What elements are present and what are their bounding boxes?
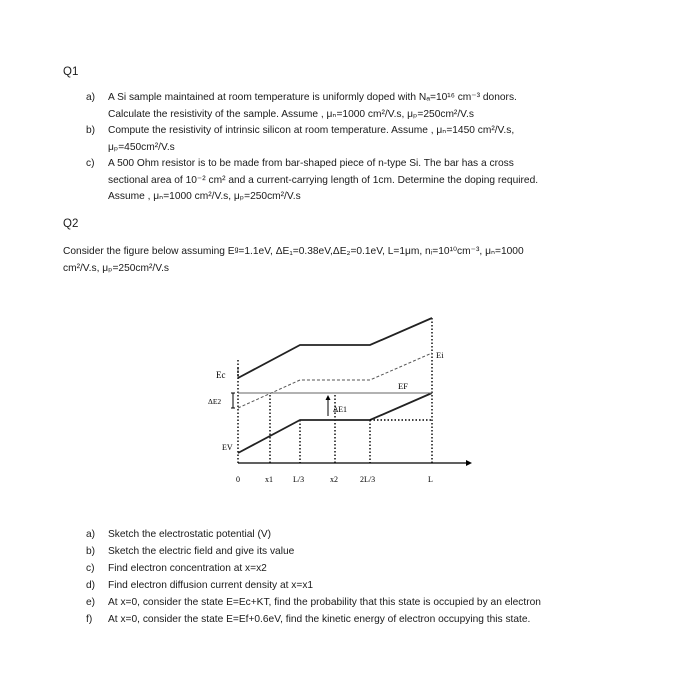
item-text-line: Calculate the resistivity of the sample. Assume , μₙ=1000 cm²/V.s, μₚ=250cm²/V.s bbox=[108, 108, 474, 120]
tick-0: 0 bbox=[236, 475, 240, 484]
q2-intro bbox=[63, 244, 663, 277]
item-text-line: μₚ=450cm²/V.s bbox=[108, 141, 175, 153]
q2-title: Q2 bbox=[63, 218, 79, 230]
item-text-line: sectional area of 10⁻² cm² and a current-carrying length of 1cm. Determine the doping required. bbox=[108, 174, 539, 186]
item-label: c) bbox=[86, 158, 95, 169]
item-label: d) bbox=[86, 580, 96, 591]
item-text-line: Assume , μₙ=1000 cm²/V.s, μₚ=250cm²/V.s bbox=[108, 191, 301, 202]
item-text: At x=0, consider the state E=Ec+KT, find the probability that this state is occupied by an electron bbox=[108, 597, 541, 608]
item-text-line: A Si sample maintained at room temperature is uniformly doped with Nₐ=10¹⁶ cm⁻³ donors. bbox=[108, 92, 517, 103]
item-label: c) bbox=[86, 563, 95, 574]
item-text-line: A 500 Ohm resistor is to be made from bar-shaped piece of n-type Si. The bar has a cross bbox=[108, 158, 514, 169]
q1-item-c bbox=[86, 156, 646, 206]
tick-2l3: 2L/3 bbox=[360, 475, 376, 484]
q2-item-e bbox=[86, 595, 666, 612]
item-label: a) bbox=[86, 92, 96, 103]
item-label: b) bbox=[86, 125, 96, 136]
conduction-band-ec bbox=[238, 318, 432, 378]
item-text: Sketch the electrostatic potential (V) bbox=[108, 529, 272, 540]
q2-item-a bbox=[86, 527, 666, 544]
intro-line: cm²/V.s, μₚ=250cm²/V.s bbox=[63, 262, 170, 274]
label-ei: Ei bbox=[436, 350, 444, 360]
item-label: e) bbox=[86, 597, 96, 608]
x-axis-arrow bbox=[466, 460, 472, 466]
item-label: a) bbox=[86, 529, 96, 540]
item-text: At x=0, consider the state E=Ef+0.6eV, find the kinetic energy of electron occupying this state. bbox=[108, 614, 531, 625]
label-ev: EV bbox=[222, 443, 233, 452]
q1-item-a bbox=[86, 90, 646, 124]
tick-x2: x2 bbox=[330, 475, 338, 484]
item-label: b) bbox=[86, 546, 96, 557]
label-de2: ΔE2 bbox=[208, 397, 222, 406]
q2-item-f bbox=[86, 612, 666, 629]
q1-title: Q1 bbox=[63, 66, 79, 78]
item-text: Sketch the electric field and give its value bbox=[108, 546, 295, 557]
q2-item-c bbox=[86, 561, 666, 578]
tick-x1: x1 bbox=[265, 475, 273, 484]
label-ec: Ec bbox=[216, 370, 226, 380]
q1-item-b bbox=[86, 123, 646, 157]
label-ef: EF bbox=[398, 381, 408, 391]
item-text: Find electron concentration at x=x2 bbox=[108, 563, 267, 574]
tick-l: L bbox=[428, 475, 433, 484]
item-label: f) bbox=[86, 614, 93, 625]
item-text-line: Compute the resistivity of intrinsic silicon at room temperature. Assume , μₙ=1450 cm²/V.s, bbox=[108, 125, 515, 136]
tick-l3: L/3 bbox=[293, 475, 305, 484]
q2-item-d bbox=[86, 578, 666, 595]
label-de1: ΔE1 bbox=[333, 405, 348, 414]
band-diagram bbox=[195, 310, 480, 495]
q2-item-b bbox=[86, 544, 666, 561]
intro-line: Consider the figure below assuming Eᵍ=1.1eV, ΔE₁=0.38eV,ΔE₂=0.1eV, L=1μm, nᵢ=10¹⁰cm⁻³, μₙ=1000 bbox=[63, 246, 524, 257]
item-text: Find electron diffusion current density at x=x1 bbox=[108, 580, 314, 591]
